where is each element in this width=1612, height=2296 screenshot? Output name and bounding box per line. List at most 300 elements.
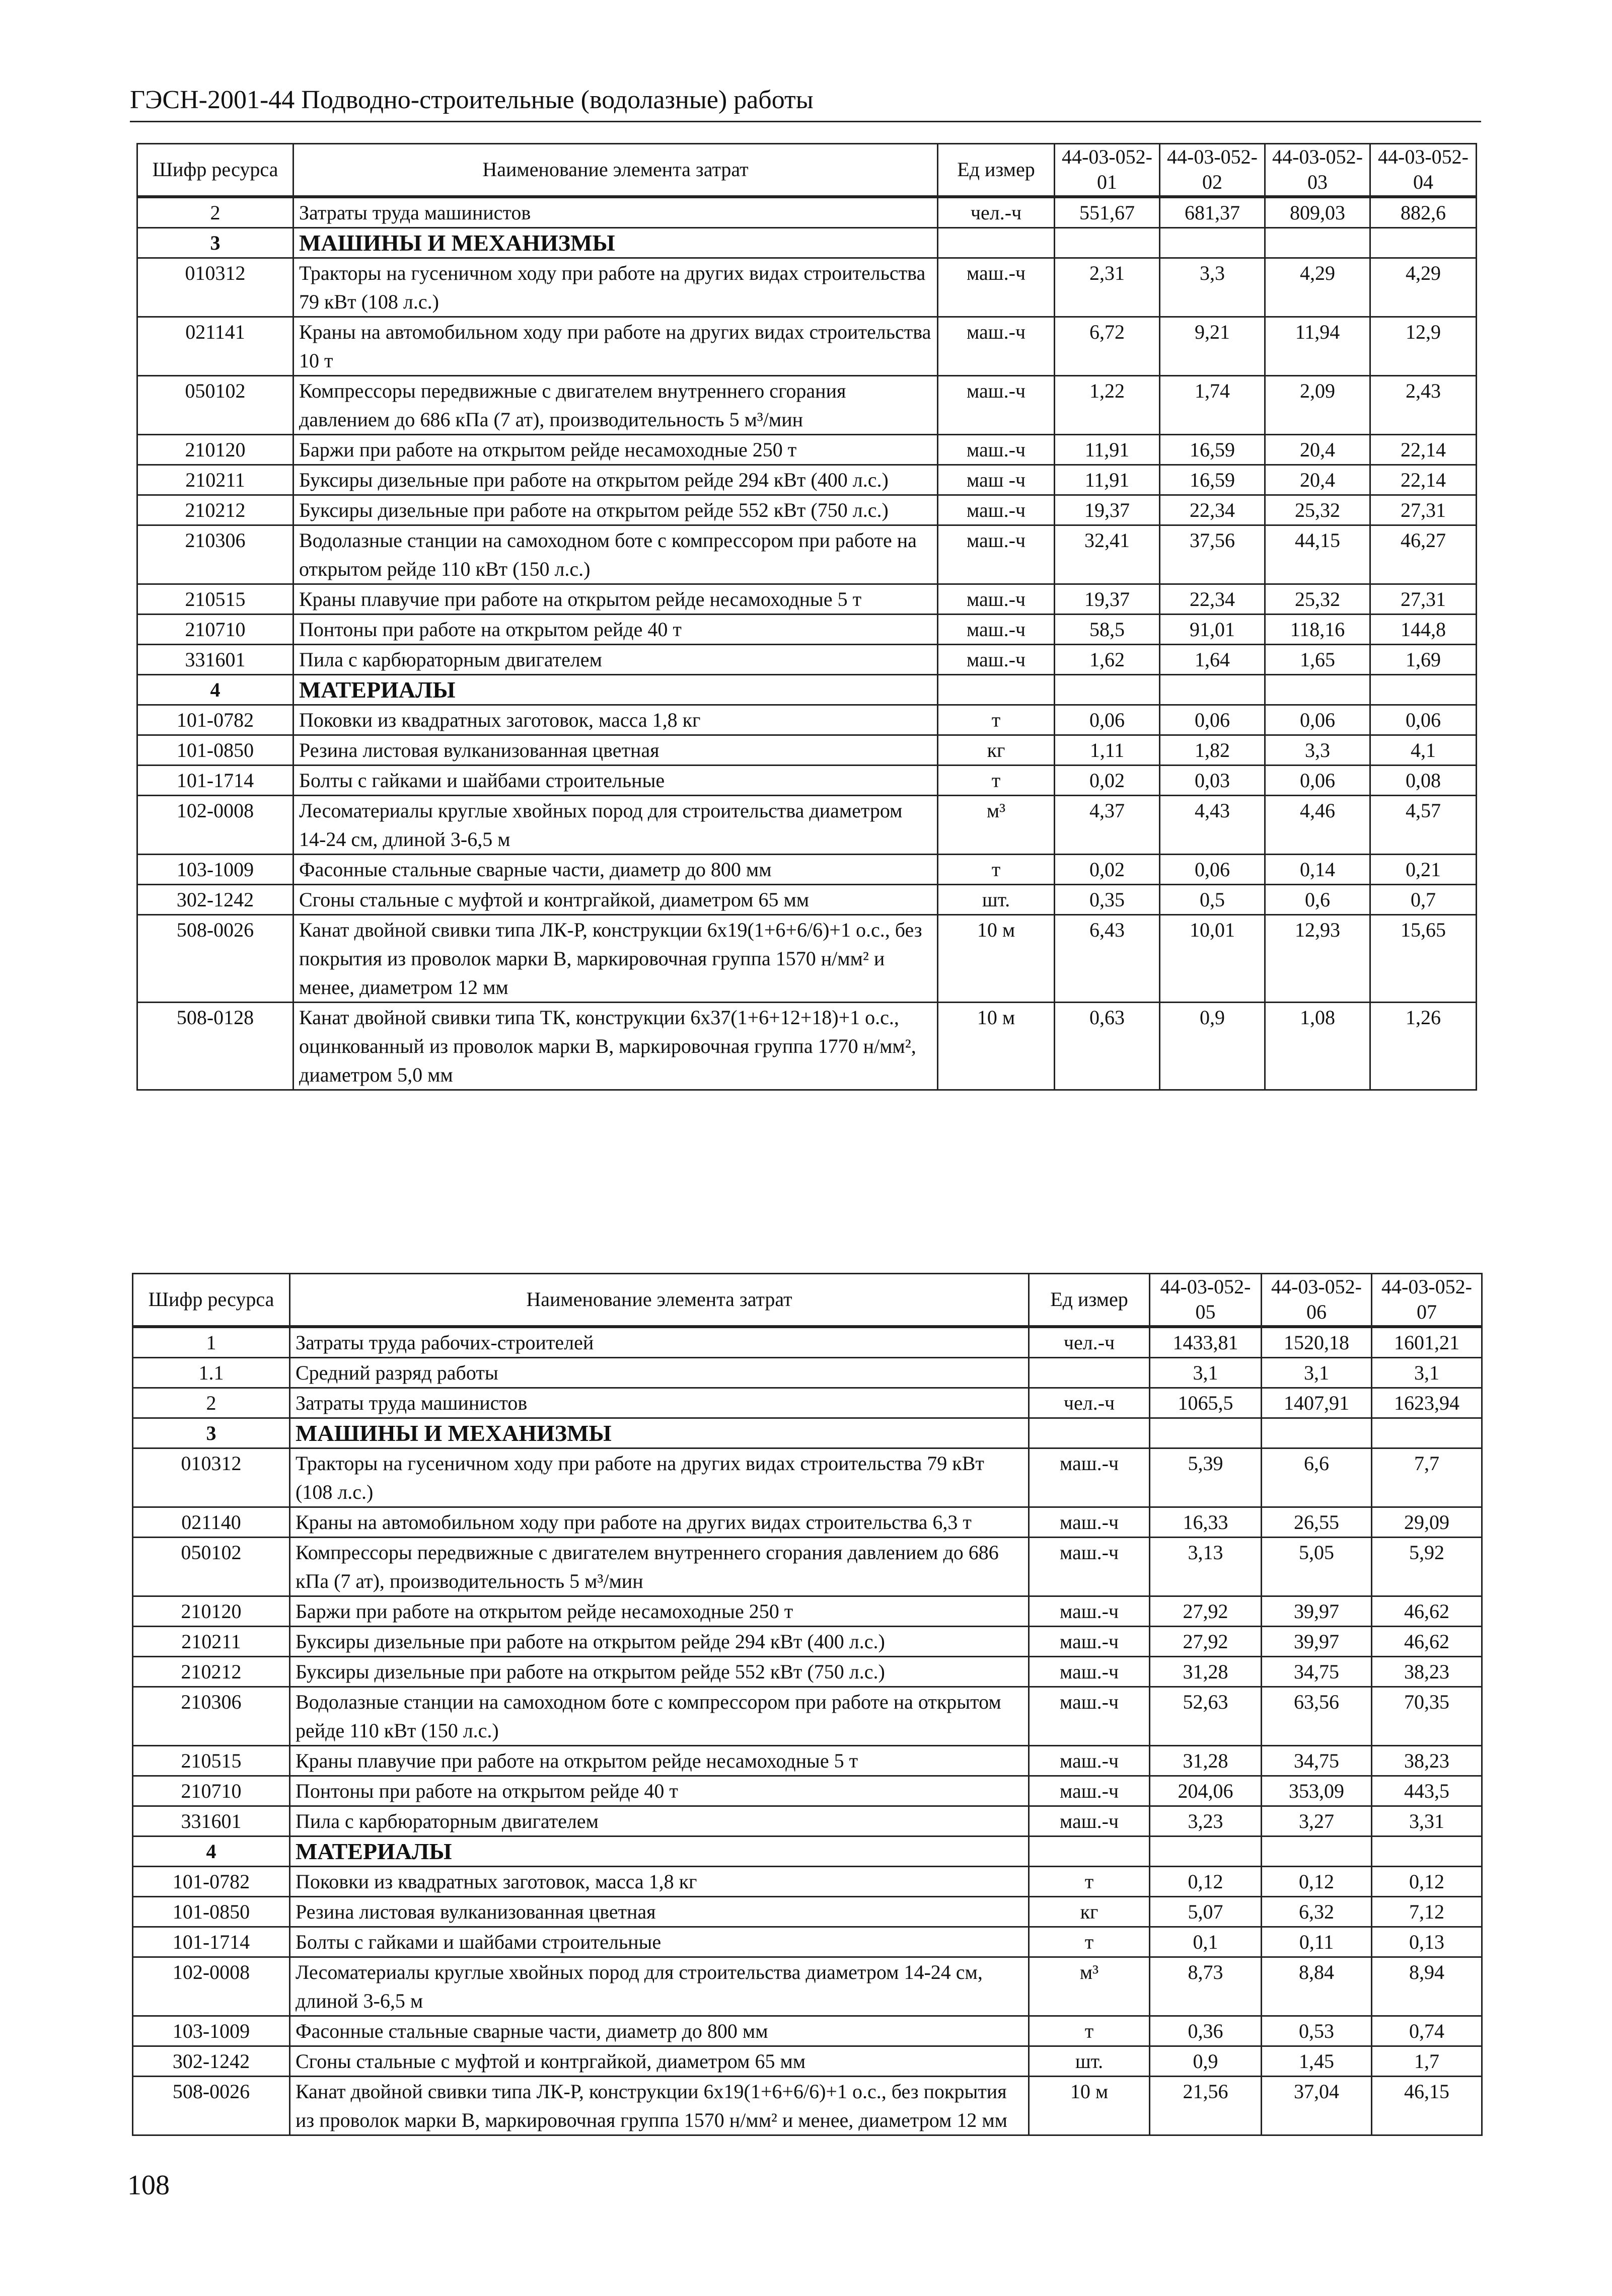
- resource-value-3: 0,14: [1265, 854, 1370, 884]
- table-row: [137, 854, 1477, 884]
- resource-value-1: 551,67: [1055, 197, 1160, 228]
- resource-value-2: 0,5: [1160, 884, 1265, 914]
- resource-value-2: 1520,18: [1262, 1327, 1372, 1358]
- resource-unit: чел.-ч: [1029, 1388, 1150, 1418]
- resource-value-4: 22,14: [1370, 434, 1477, 465]
- resource-name: Буксиры дизельные при работе на открытом рейде 294 кВт (400 л.с.): [294, 465, 938, 495]
- resource-value-1: 1,11: [1055, 735, 1160, 765]
- header-col-1: 44-03-052-01: [1055, 144, 1160, 197]
- resource-name: Резина листовая вулканизованная цветная: [290, 1896, 1029, 1927]
- resource-name: Компрессоры передвижные с двигателем внутреннего сгорания давлением до 686 кПа (7 ат), производительность 5 м³/мин: [294, 375, 938, 434]
- resource-name: Затраты труда машинистов: [290, 1388, 1029, 1418]
- resource-name: МАТЕРИАЛЫ: [290, 1836, 1029, 1866]
- table-row: [133, 1745, 1482, 1776]
- resource-unit: [938, 227, 1055, 258]
- resource-value-1: 6,72: [1055, 317, 1160, 375]
- resource-value-1: 2,31: [1055, 258, 1160, 317]
- resource-value-2: [1262, 1836, 1372, 1866]
- resource-value-4: [1370, 674, 1477, 705]
- resource-value-2: 22,34: [1160, 584, 1265, 614]
- table-row: [137, 765, 1477, 795]
- resource-unit: маш.-ч: [1029, 1448, 1150, 1507]
- resource-value-1: 21,56: [1150, 2076, 1262, 2135]
- resource-code: 210710: [137, 614, 294, 644]
- resource-value-3: [1265, 674, 1370, 705]
- resource-value-3: 0,12: [1372, 1866, 1482, 1896]
- resource-code: 2: [137, 197, 294, 228]
- table-row: [133, 1866, 1482, 1896]
- resource-name: Тракторы на гусеничном ходу при работе на других видах строительства 79 кВт (108 л.с.): [294, 258, 938, 317]
- table-row: [137, 584, 1477, 614]
- resource-value-2: 1,74: [1160, 375, 1265, 434]
- header-name: Наименование элемента затрат: [290, 1274, 1029, 1327]
- resource-value-2: 0,11: [1262, 1927, 1372, 1957]
- resource-code: 210710: [133, 1776, 290, 1806]
- resource-code: 508-0128: [137, 1002, 294, 1090]
- resource-value-2: 9,21: [1160, 317, 1265, 375]
- resource-value-3: 38,23: [1372, 1656, 1482, 1687]
- resource-value-1: 1433,81: [1150, 1327, 1262, 1358]
- resource-value-2: 37,56: [1160, 525, 1265, 584]
- resource-unit: маш.-ч: [1029, 1507, 1150, 1537]
- resource-value-4: 0,21: [1370, 854, 1477, 884]
- resource-name: Болты с гайками и шайбами строительные: [290, 1927, 1029, 1957]
- resource-unit: маш.-ч: [938, 584, 1055, 614]
- resource-value-2: 4,43: [1160, 795, 1265, 854]
- resource-code: 010312: [137, 258, 294, 317]
- resource-value-2: 39,97: [1262, 1626, 1372, 1656]
- resource-value-1: 19,37: [1055, 495, 1160, 525]
- resource-value-1: 0,35: [1055, 884, 1160, 914]
- resource-name: Поковки из квадратных заготовок, масса 1,8 кг: [294, 705, 938, 735]
- resource-name: МАШИНЫ И МЕХАНИЗМЫ: [290, 1418, 1029, 1448]
- table-row: [137, 434, 1477, 465]
- resource-value-1: [1150, 1418, 1262, 1448]
- header-unit: Ед измер: [938, 144, 1055, 197]
- resource-value-2: [1160, 674, 1265, 705]
- resource-value-2: [1160, 227, 1265, 258]
- resource-value-3: 5,92: [1372, 1537, 1482, 1596]
- resource-value-3: 3,1: [1372, 1357, 1482, 1388]
- resource-unit: маш.-ч: [1029, 1596, 1150, 1626]
- resource-value-4: 22,14: [1370, 465, 1477, 495]
- resource-value-1: [1055, 674, 1160, 705]
- resource-name: Буксиры дизельные при работе на открытом рейде 294 кВт (400 л.с.): [290, 1626, 1029, 1656]
- resource-name: Фасонные стальные сварные части, диаметр до 800 мм: [294, 854, 938, 884]
- header-name: Наименование элемента затрат: [294, 144, 938, 197]
- resource-name: Баржи при работе на открытом рейде несамоходные 250 т: [294, 434, 938, 465]
- header-col-4: 44-03-052-04: [1370, 144, 1477, 197]
- resource-name: Водолазные станции на самоходном боте с компрессором при работе на открытом рейде 110 кВт (150 л.с.): [290, 1687, 1029, 1745]
- resource-code: 210515: [133, 1745, 290, 1776]
- resource-code: 3: [137, 227, 294, 258]
- resource-name: МАТЕРИАЛЫ: [294, 674, 938, 705]
- resource-value-3: 12,93: [1265, 914, 1370, 1002]
- resource-unit: т: [938, 854, 1055, 884]
- resource-value-1: 52,63: [1150, 1687, 1262, 1745]
- table-row: [133, 1388, 1482, 1418]
- resource-value-2: 6,6: [1262, 1448, 1372, 1507]
- resource-value-4: 144,8: [1370, 614, 1477, 644]
- resource-unit: 10 м: [938, 1002, 1055, 1090]
- resource-value-3: 4,46: [1265, 795, 1370, 854]
- resource-unit: маш.-ч: [938, 375, 1055, 434]
- table-row: [137, 674, 1477, 705]
- resource-value-1: 16,33: [1150, 1507, 1262, 1537]
- resource-unit: т: [1029, 2016, 1150, 2046]
- table-row: [133, 1687, 1482, 1745]
- resource-value-1: 1,22: [1055, 375, 1160, 434]
- resource-value-4: 882,6: [1370, 197, 1477, 228]
- resource-value-4: 4,29: [1370, 258, 1477, 317]
- resource-unit: кг: [938, 735, 1055, 765]
- resource-value-2: 10,01: [1160, 914, 1265, 1002]
- resource-unit: маш.-ч: [938, 525, 1055, 584]
- resource-name: Сгоны стальные с муфтой и контргайкой, диаметром 65 мм: [294, 884, 938, 914]
- header-col-2: 44-03-052-06: [1262, 1274, 1372, 1327]
- resource-code: 050102: [133, 1537, 290, 1596]
- resource-unit: т: [1029, 1866, 1150, 1896]
- resource-value-2: 6,32: [1262, 1896, 1372, 1927]
- resource-code: 2: [133, 1388, 290, 1418]
- resource-name: Резина листовая вулканизованная цветная: [294, 735, 938, 765]
- resource-name: Канат двойной свивки типа ТК, конструкции 6х37(1+6+12+18)+1 о.с., оцинкованный из проволок марки В, маркировочная группа 1770 н/мм², диаметром 5,0 мм: [294, 1002, 938, 1090]
- page-number: 108: [127, 2170, 170, 2201]
- resource-value-1: 0,36: [1150, 2016, 1262, 2046]
- resource-code: 210306: [133, 1687, 290, 1745]
- resource-value-3: 809,03: [1265, 197, 1370, 228]
- resource-value-1: [1055, 227, 1160, 258]
- resource-value-4: 0,08: [1370, 765, 1477, 795]
- resource-name: Тракторы на гусеничном ходу при работе на других видах строительства 79 кВт (108 л.с.): [290, 1448, 1029, 1507]
- resource-name: Канат двойной свивки типа ЛК-Р, конструкции 6х19(1+6+6/6)+1 о.с., без покрытия из проволок марки В, маркировочная группа 1570 н/мм² и менее, диаметром 12 мм: [294, 914, 938, 1002]
- resource-code: 210212: [137, 495, 294, 525]
- resource-value-3: [1265, 227, 1370, 258]
- resource-value-1: 1,62: [1055, 644, 1160, 674]
- resource-value-4: 27,31: [1370, 584, 1477, 614]
- header-unit: Ед измер: [1029, 1274, 1150, 1327]
- resource-value-1: 8,73: [1150, 1957, 1262, 2016]
- resource-value-1: 31,28: [1150, 1656, 1262, 1687]
- resource-name: Пила с карбюраторным двигателем: [290, 1806, 1029, 1836]
- resource-code: 210211: [133, 1626, 290, 1656]
- resource-value-2: 0,9: [1160, 1002, 1265, 1090]
- table-row: [137, 884, 1477, 914]
- resource-code: 331601: [137, 644, 294, 674]
- resource-name: Фасонные стальные сварные части, диаметр до 800 мм: [290, 2016, 1029, 2046]
- resource-value-2: [1262, 1418, 1372, 1448]
- table-row: [137, 914, 1477, 1002]
- resource-value-3: 7,12: [1372, 1896, 1482, 1927]
- resource-value-3: 3,31: [1372, 1806, 1482, 1836]
- table-row: [133, 1776, 1482, 1806]
- resource-value-3: 20,4: [1265, 434, 1370, 465]
- resource-unit: маш.-ч: [1029, 1776, 1150, 1806]
- table-row: [133, 1596, 1482, 1626]
- resource-unit: маш.-ч: [938, 644, 1055, 674]
- resource-unit: м³: [938, 795, 1055, 854]
- resource-unit: маш.-ч: [938, 495, 1055, 525]
- resource-code: 1: [133, 1327, 290, 1358]
- resource-value-4: 46,27: [1370, 525, 1477, 584]
- resource-value-2: 3,3: [1160, 258, 1265, 317]
- resource-value-3: 25,32: [1265, 495, 1370, 525]
- resource-value-3: 25,32: [1265, 584, 1370, 614]
- resource-value-1: 0,06: [1055, 705, 1160, 735]
- resource-value-3: 46,62: [1372, 1626, 1482, 1656]
- resource-value-3: 1601,21: [1372, 1327, 1482, 1358]
- resource-value-4: 27,31: [1370, 495, 1477, 525]
- resource-unit: маш -ч: [938, 465, 1055, 495]
- resource-unit: т: [1029, 1927, 1150, 1957]
- resource-value-2: 0,06: [1160, 705, 1265, 735]
- resource-name: Понтоны при работе на открытом рейде 40 т: [290, 1776, 1029, 1806]
- table-row: [137, 465, 1477, 495]
- resource-code: 101-1714: [137, 765, 294, 795]
- table-row: [137, 227, 1477, 258]
- resource-code: 210211: [137, 465, 294, 495]
- resource-code: 210120: [137, 434, 294, 465]
- resource-name: Затраты труда машинистов: [294, 197, 938, 228]
- resource-value-2: 34,75: [1262, 1656, 1372, 1687]
- table-row: [133, 1626, 1482, 1656]
- resource-name: Краны на автомобильном ходу при работе на других видах строительства 6,3 т: [290, 1507, 1029, 1537]
- resource-value-2: 8,84: [1262, 1957, 1372, 2016]
- resource-unit: маш.-ч: [938, 258, 1055, 317]
- resource-value-3: 0,06: [1265, 765, 1370, 795]
- resource-code: 4: [137, 674, 294, 705]
- resource-unit: чел.-ч: [938, 197, 1055, 228]
- resource-value-3: 20,4: [1265, 465, 1370, 495]
- resource-value-1: 19,37: [1055, 584, 1160, 614]
- table-row: [133, 1957, 1482, 2016]
- resource-value-1: 0,1: [1150, 1927, 1262, 1957]
- resource-value-2: 63,56: [1262, 1687, 1372, 1745]
- resource-code: 508-0026: [133, 2076, 290, 2135]
- resource-value-2: 1,45: [1262, 2046, 1372, 2076]
- header-code: Шифр ресурса: [133, 1274, 290, 1327]
- resource-value-3: 38,23: [1372, 1745, 1482, 1776]
- resource-unit: т: [938, 765, 1055, 795]
- resource-value-1: 6,43: [1055, 914, 1160, 1002]
- resource-unit: 10 м: [938, 914, 1055, 1002]
- table-row: [133, 1656, 1482, 1687]
- table-row: [133, 1836, 1482, 1866]
- table-row: [133, 2076, 1482, 2135]
- resource-name: Средний разряд работы: [290, 1357, 1029, 1388]
- table-row: [137, 197, 1477, 228]
- resource-value-2: 34,75: [1262, 1745, 1372, 1776]
- resource-table-2: [132, 1273, 1483, 2136]
- table-row: [137, 795, 1477, 854]
- resource-value-4: [1370, 227, 1477, 258]
- resource-name: Сгоны стальные с муфтой и контргайкой, диаметром 65 мм: [290, 2046, 1029, 2076]
- header-col-2: 44-03-052-02: [1160, 144, 1265, 197]
- resource-name: Баржи при работе на открытом рейде несамоходные 250 т: [290, 1596, 1029, 1626]
- resource-value-4: 1,69: [1370, 644, 1477, 674]
- resource-value-1: 3,1: [1150, 1357, 1262, 1388]
- resource-value-1: 5,07: [1150, 1896, 1262, 1927]
- resource-value-2: 39,97: [1262, 1596, 1372, 1626]
- resource-name: МАШИНЫ И МЕХАНИЗМЫ: [294, 227, 938, 258]
- header-code: Шифр ресурса: [137, 144, 294, 197]
- resource-value-1: 0,12: [1150, 1866, 1262, 1896]
- resource-value-2: 1,64: [1160, 644, 1265, 674]
- table-row: [133, 1927, 1482, 1957]
- resource-unit: шт.: [938, 884, 1055, 914]
- resource-value-4: 2,43: [1370, 375, 1477, 434]
- resource-unit: кг: [1029, 1896, 1150, 1927]
- resource-name: Краны плавучие при работе на открытом рейде несамоходные 5 т: [290, 1745, 1029, 1776]
- resource-value-1: [1150, 1836, 1262, 1866]
- table-row: [137, 1002, 1477, 1090]
- resource-value-3: 0,13: [1372, 1927, 1482, 1957]
- resource-name: Пила с карбюраторным двигателем: [294, 644, 938, 674]
- resource-value-2: 1,82: [1160, 735, 1265, 765]
- resource-value-4: 0,7: [1370, 884, 1477, 914]
- resource-code: 010312: [133, 1448, 290, 1507]
- resource-table-1: [136, 143, 1477, 1091]
- resource-code: 331601: [133, 1806, 290, 1836]
- resource-code: 1.1: [133, 1357, 290, 1388]
- table-row: [133, 1806, 1482, 1836]
- table-row: [133, 1537, 1482, 1596]
- resource-value-3: 29,09: [1372, 1507, 1482, 1537]
- resource-unit: [1029, 1418, 1150, 1448]
- resource-value-3: 1623,94: [1372, 1388, 1482, 1418]
- resource-value-2: 1407,91: [1262, 1388, 1372, 1418]
- resource-value-3: [1372, 1418, 1482, 1448]
- resource-name: Лесоматериалы круглые хвойных пород для строительства диаметром 14-24 см, длиной 3-6,5 м: [294, 795, 938, 854]
- resource-value-1: 11,91: [1055, 434, 1160, 465]
- resource-unit: [938, 674, 1055, 705]
- resource-name: Понтоны при работе на открытом рейде 40 т: [294, 614, 938, 644]
- resource-code: 101-0782: [137, 705, 294, 735]
- resource-value-1: 0,9: [1150, 2046, 1262, 2076]
- table-row: [137, 735, 1477, 765]
- resource-value-1: 27,92: [1150, 1596, 1262, 1626]
- resource-value-4: 12,9: [1370, 317, 1477, 375]
- resource-name: Буксиры дизельные при работе на открытом рейде 552 кВт (750 л.с.): [294, 495, 938, 525]
- resource-value-1: 1065,5: [1150, 1388, 1262, 1418]
- resource-value-3: 46,62: [1372, 1596, 1482, 1626]
- resource-value-4: 1,26: [1370, 1002, 1477, 1090]
- resource-code: 4: [133, 1836, 290, 1866]
- resource-value-3: 443,5: [1372, 1776, 1482, 1806]
- resource-code: 102-0008: [137, 795, 294, 854]
- resource-unit: маш.-ч: [1029, 1687, 1150, 1745]
- resource-unit: маш.-ч: [1029, 1745, 1150, 1776]
- resource-code: 101-0850: [133, 1896, 290, 1927]
- resource-code: 210515: [137, 584, 294, 614]
- resource-value-2: 0,12: [1262, 1866, 1372, 1896]
- header-col-1: 44-03-052-05: [1150, 1274, 1262, 1327]
- resource-value-3: 46,15: [1372, 2076, 1482, 2135]
- resource-value-3: 4,29: [1265, 258, 1370, 317]
- resource-value-3: 118,16: [1265, 614, 1370, 644]
- table-row: [137, 644, 1477, 674]
- resource-value-2: 3,27: [1262, 1806, 1372, 1836]
- resource-unit: маш.-ч: [938, 614, 1055, 644]
- resource-value-3: 0,6: [1265, 884, 1370, 914]
- table-row: [137, 614, 1477, 644]
- resource-unit: м³: [1029, 1957, 1150, 2016]
- resource-value-3: 0,74: [1372, 2016, 1482, 2046]
- resource-unit: т: [938, 705, 1055, 735]
- resource-code: 021140: [133, 1507, 290, 1537]
- resource-code: 302-1242: [137, 884, 294, 914]
- resource-unit: маш.-ч: [938, 317, 1055, 375]
- resource-code: 103-1009: [137, 854, 294, 884]
- table-row: [137, 375, 1477, 434]
- resource-value-3: 8,94: [1372, 1957, 1482, 2016]
- resource-value-1: 4,37: [1055, 795, 1160, 854]
- resource-value-2: 681,37: [1160, 197, 1265, 228]
- resource-name: Компрессоры передвижные с двигателем внутреннего сгорания давлением до 686 кПа (7 ат), производительность 5 м³/мин: [290, 1537, 1029, 1596]
- table-row: [137, 317, 1477, 375]
- resource-value-2: 3,1: [1262, 1357, 1372, 1388]
- resource-value-1: 27,92: [1150, 1626, 1262, 1656]
- resource-name: Болты с гайками и шайбами строительные: [294, 765, 938, 795]
- resource-value-1: 32,41: [1055, 525, 1160, 584]
- resource-unit: маш.-ч: [1029, 1537, 1150, 1596]
- resource-code: 101-0850: [137, 735, 294, 765]
- resource-value-4: 0,06: [1370, 705, 1477, 735]
- resource-value-2: 0,03: [1160, 765, 1265, 795]
- resource-value-2: 16,59: [1160, 434, 1265, 465]
- resource-name: Буксиры дизельные при работе на открытом рейде 552 кВт (750 л.с.): [290, 1656, 1029, 1687]
- resource-value-1: 0,02: [1055, 765, 1160, 795]
- resource-unit: маш.-ч: [1029, 1806, 1150, 1836]
- resource-value-3: 2,09: [1265, 375, 1370, 434]
- resource-value-3: 1,65: [1265, 644, 1370, 674]
- resource-code: 102-0008: [133, 1957, 290, 2016]
- table-row: [133, 1896, 1482, 1927]
- resource-code: 210120: [133, 1596, 290, 1626]
- table-row: [133, 1507, 1482, 1537]
- resource-code: 508-0026: [137, 914, 294, 1002]
- resource-code: 103-1009: [133, 2016, 290, 2046]
- page-header: [130, 80, 1481, 122]
- resource-value-2: 91,01: [1160, 614, 1265, 644]
- resource-code: 210306: [137, 525, 294, 584]
- resource-code: 302-1242: [133, 2046, 290, 2076]
- resource-unit: [1029, 1357, 1150, 1388]
- table-row: [133, 1327, 1482, 1358]
- table-row: [133, 1448, 1482, 1507]
- resource-name: Водолазные станции на самоходном боте с компрессором при работе на открытом рейде 110 кВт (150 л.с.): [294, 525, 938, 584]
- resource-code: 050102: [137, 375, 294, 434]
- resource-value-2: 16,59: [1160, 465, 1265, 495]
- resource-unit: маш.-ч: [938, 434, 1055, 465]
- resource-value-1: 3,13: [1150, 1537, 1262, 1596]
- resource-value-1: 58,5: [1055, 614, 1160, 644]
- resource-value-3: 11,94: [1265, 317, 1370, 375]
- resource-value-2: 22,34: [1160, 495, 1265, 525]
- resource-code: 210212: [133, 1656, 290, 1687]
- table-row: [133, 2046, 1482, 2076]
- resource-value-1: 31,28: [1150, 1745, 1262, 1776]
- table-row: [137, 495, 1477, 525]
- header-col-3: 44-03-052-07: [1372, 1274, 1482, 1327]
- resource-value-3: 7,7: [1372, 1448, 1482, 1507]
- resource-value-3: 3,3: [1265, 735, 1370, 765]
- table-row: [133, 1357, 1482, 1388]
- resource-unit: [1029, 1836, 1150, 1866]
- resource-unit: 10 м: [1029, 2076, 1150, 2135]
- resource-value-3: 1,08: [1265, 1002, 1370, 1090]
- resource-name: Лесоматериалы круглые хвойных пород для строительства диаметром 14-24 см, длиной 3-6,5 м: [290, 1957, 1029, 2016]
